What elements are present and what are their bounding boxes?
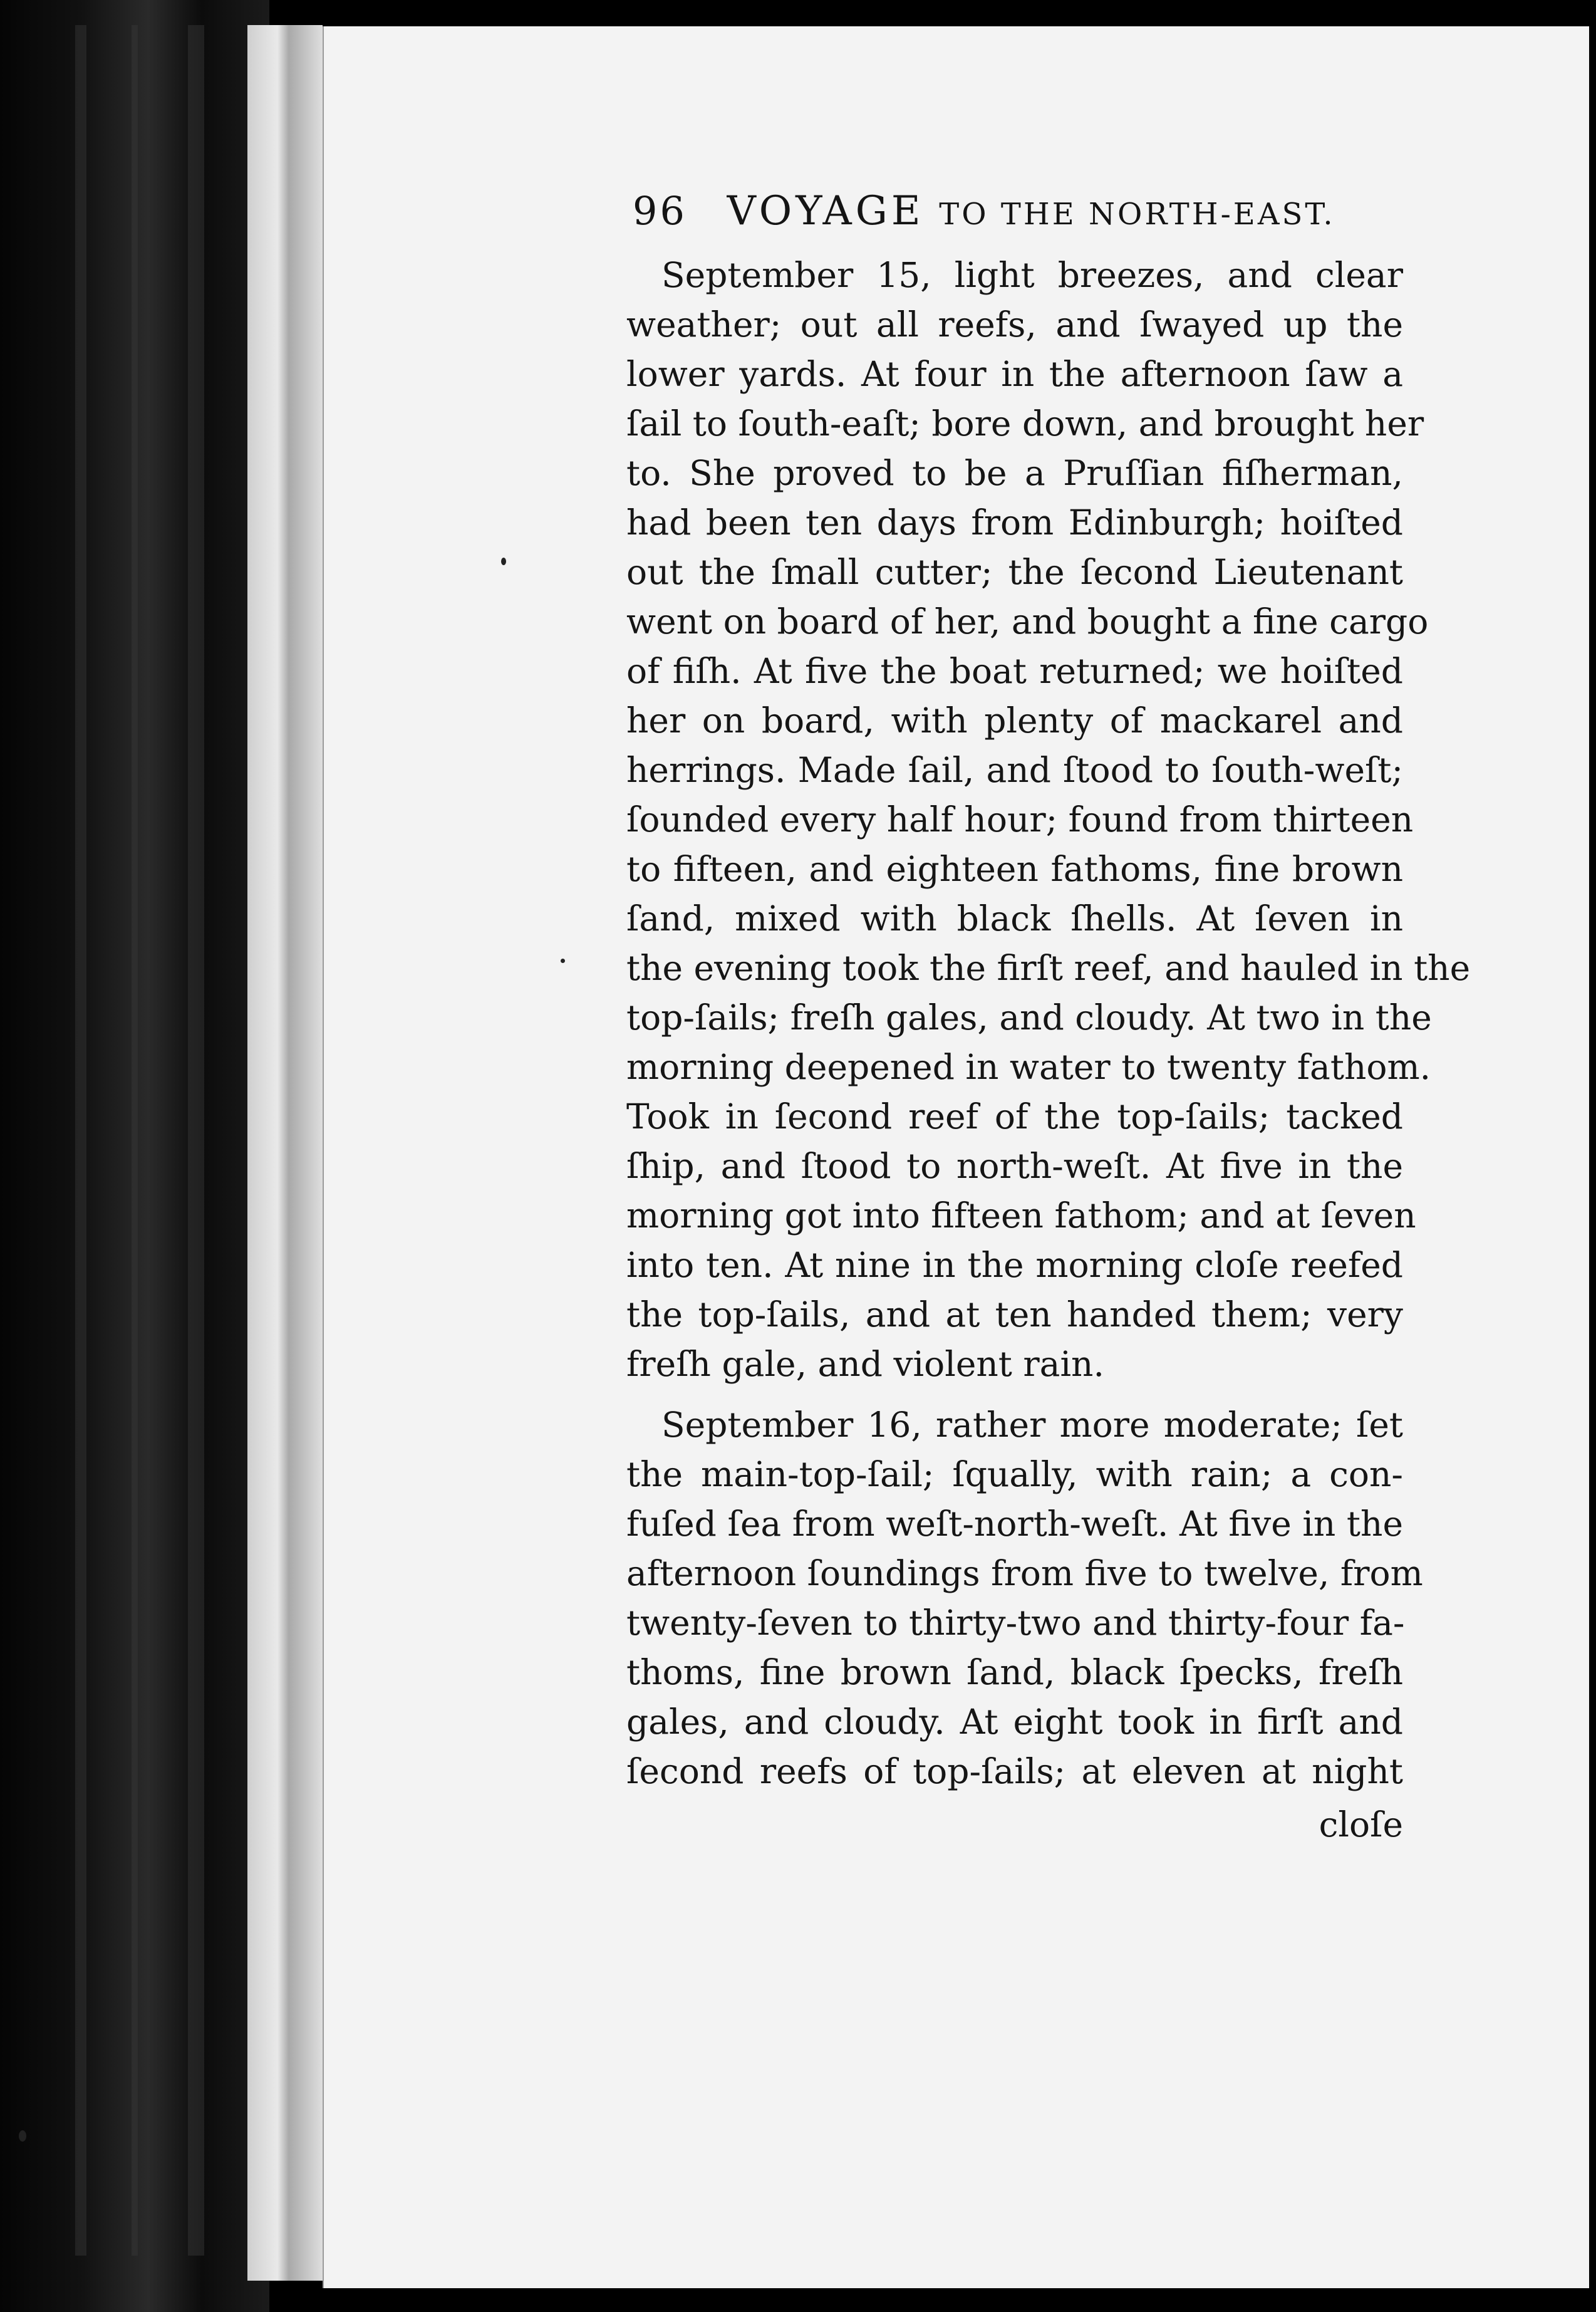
text-line: freſh gale, and violent rain. [626, 1344, 1104, 1384]
text-line: went on board of her, and bought a fine cargo [626, 601, 1429, 642]
scan-speck [19, 2130, 26, 2142]
text-line: to. She proved to be a Pruſſian fiſherman, [626, 453, 1403, 493]
text-line: September 15, light breezes, and clear [661, 255, 1403, 295]
text-line: ſhip, and ſtood to north-weſt. At five in the [626, 1146, 1403, 1186]
page-edge [247, 25, 323, 2281]
page-number: 96 [633, 188, 687, 234]
text-line: into ten. At nine in the morning cloſe reefed [626, 1245, 1403, 1285]
text-line: out the ſmall cutter; the ſecond Lieutenant [626, 552, 1403, 592]
spine-streak [132, 25, 138, 2256]
spine-streak [75, 25, 86, 2256]
text-line: ſounded every half hour; found from thirteen [626, 799, 1414, 840]
body-text [626, 251, 1471, 1796]
text-line: morning got into fifteen fathom; and at ſeven [626, 1195, 1416, 1236]
text-line: of fiſh. At five the boat returned; we hoiſted [626, 651, 1403, 691]
text-line: top-ſails; freſh gales, and cloudy. At two in the [626, 997, 1432, 1038]
text-line: afternoon ſoundings from five to twelve, from [626, 1553, 1423, 1593]
text-line: weather; out all reefs, and ſwayed up the [626, 305, 1403, 345]
text-line: to fifteen, and eighteen fathoms, fine brown [626, 849, 1403, 889]
text-line: had been ten days from Edinburgh; hoiſted [626, 502, 1403, 543]
running-head-title: VOYAGE [727, 188, 925, 234]
text-line: fuſed ſea from weſt-north-weſt. At five in the [626, 1504, 1403, 1544]
catchword: cloſe [1319, 1804, 1403, 1845]
text-line: twenty-ſeven to thirty-two and thirty-four fa- [626, 1603, 1405, 1643]
text-line: ſail to ſouth-eaſt; bore down, and brought her [626, 404, 1424, 444]
running-head [633, 188, 1409, 234]
text-line: ſand, mixed with black ſhells. At ſeven in [626, 898, 1403, 939]
text-line: September 16, rather more moderate; ſet [661, 1405, 1403, 1445]
text-line: morning deepened in water to twenty fathom. [626, 1047, 1431, 1087]
text-line: her on board, with plenty of mackarel and [626, 700, 1403, 741]
text-line: herrings. Made ſail, and ſtood to ſouth-weſt; [626, 750, 1403, 790]
text-line: gales, and cloudy. At eight took in firſt and [626, 1702, 1403, 1742]
text-line: the main-top-ſail; ſqually, with rain; a con- [626, 1454, 1403, 1494]
text-line: lower yards. At four in the afternoon ſaw a [626, 354, 1403, 394]
text-line: the evening took the firſt reef, and hauled in the [626, 948, 1471, 988]
spine-streak [188, 25, 204, 2256]
text-line: thoms, fine brown ſand, black ſpecks, freſh [626, 1652, 1403, 1692]
text-line: the top-ſails, and at ten handed them; very [626, 1294, 1403, 1335]
text-line: Took in ſecond reef of the top-ſails; tacked [626, 1096, 1403, 1137]
scan-speck [561, 959, 565, 963]
running-head-subtitle: TO THE NORTH-EAST. [939, 197, 1335, 232]
scan-speck [501, 558, 506, 565]
text-line: ſecond reefs of top-ſails; at eleven at night [626, 1751, 1403, 1791]
